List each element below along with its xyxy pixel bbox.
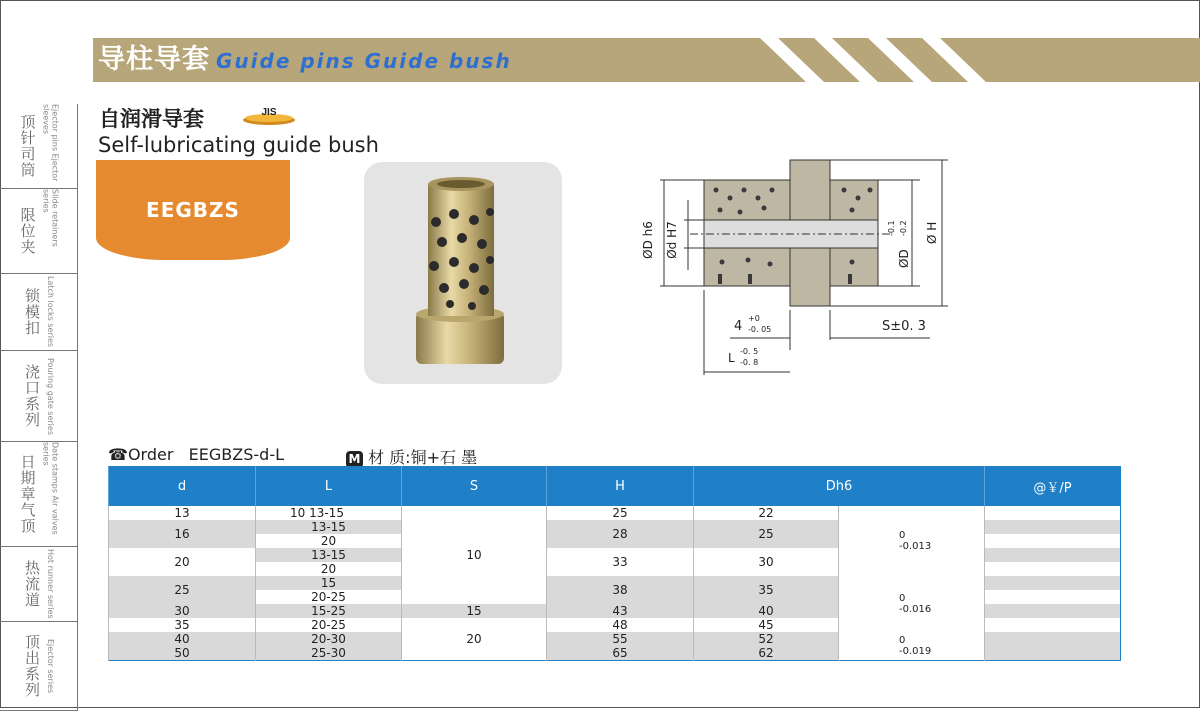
cell-S: 20 <box>402 618 547 661</box>
tol-bot: -0.019 <box>899 646 932 657</box>
dim-D: ØD <box>897 249 911 268</box>
cell-price <box>985 590 1121 604</box>
cell-L: 20-25 <box>256 590 402 604</box>
tol-top: 0 <box>899 593 906 604</box>
material-text: 材 质:铜+石 墨 <box>368 448 478 467</box>
sidebar-item-label: 顶针司筒 <box>18 114 37 178</box>
cell-L: 15-25 <box>256 604 402 618</box>
product-title-en: Self-lubricating guide bush <box>98 133 379 157</box>
cell-S: 10 <box>402 506 547 604</box>
material-badge-icon: M <box>346 451 363 468</box>
sidebar-item-label: 热流道 <box>23 560 41 608</box>
table-row <box>109 506 1121 520</box>
dim-S: S±0. 3 <box>882 319 926 334</box>
sidebar-item-sublabel: Ejector pins Ejector sleeves <box>41 104 60 182</box>
cell-L: 25-30 <box>256 646 402 661</box>
sidebar-item-sublabel: Hot runner series <box>46 549 55 619</box>
sidebar-item-sublabel: Slide retainers series <box>41 189 60 247</box>
header-price: @￥/P <box>985 467 1121 507</box>
cell-L: 20 <box>256 534 402 548</box>
cell-price <box>985 534 1121 548</box>
cell-price <box>985 548 1121 562</box>
dim-D-tol-top: -0.1 <box>887 220 896 236</box>
guide-bush-image <box>364 162 562 384</box>
product-title-cn: 自润滑导套 <box>99 107 204 131</box>
sidebar-item-sublabel: Pouring gate series <box>46 357 55 435</box>
cell-d: 13 <box>109 506 256 520</box>
cell-price <box>985 576 1121 590</box>
tol-bot: -0.016 <box>899 604 932 615</box>
cell-H: 55 <box>547 632 694 646</box>
page-title-en: Guide pins Guide bush <box>216 49 512 73</box>
product-photo <box>364 162 562 384</box>
cell-tol-2 <box>839 576 985 632</box>
cell-L: 13-15 <box>256 548 402 562</box>
cell-price <box>985 604 1121 618</box>
cell-S: 15 <box>402 604 547 618</box>
dim-L-tol-top: -0. 5 <box>740 347 759 356</box>
cell-d: 20 <box>109 548 256 576</box>
product-code: EEGBZS <box>146 198 240 222</box>
cell-H: 65 <box>547 646 694 661</box>
sidebar-item-ejector-pins[interactable] <box>0 104 78 189</box>
table-header-row <box>109 467 1121 507</box>
sidebar-item-label: 顶出系列 <box>23 634 41 698</box>
sidebar-item-latch-locks[interactable] <box>0 274 78 351</box>
cell-L: 20-30 <box>256 632 402 646</box>
cell-D: 52 <box>694 632 839 646</box>
order-code: EEGBZS-d-L <box>188 445 284 464</box>
tol-bot: -0.013 <box>899 541 932 552</box>
header-S: S <box>402 467 547 507</box>
category-sidebar <box>0 104 78 711</box>
cell-H: 48 <box>547 618 694 632</box>
cell-price <box>985 646 1121 661</box>
cell-L: 13-15 <box>256 520 402 534</box>
header-H: H <box>547 467 694 507</box>
jis-badge-icon <box>242 104 296 126</box>
header-stripes <box>760 38 1200 82</box>
sidebar-item-label: 浇口系列 <box>23 364 41 428</box>
cell-tol-3 <box>839 632 985 661</box>
dim-H: Ø H <box>925 221 939 244</box>
sidebar-item-label: 限位夹 <box>18 207 37 255</box>
sidebar-item-slide-retainers[interactable] <box>0 189 78 274</box>
sidebar-item-sublabel: Ejector series <box>46 638 55 694</box>
dim-D-tol-bot: -0.2 <box>899 220 908 236</box>
cell-price <box>985 618 1121 632</box>
page-title-cn: 导柱导套 <box>98 44 210 75</box>
cell-H: 33 <box>547 548 694 576</box>
cell-L: 20 <box>256 562 402 576</box>
cell-D: 25 <box>694 520 839 548</box>
cell-D: 30 <box>694 548 839 576</box>
sidebar-item-label: 日期章气顶 <box>18 454 37 534</box>
cell-L: 10 13-15 <box>256 506 402 520</box>
header-d: d <box>109 467 256 507</box>
cell-D: 45 <box>694 618 839 632</box>
cell-d: 40 <box>109 632 256 646</box>
spec-table <box>108 466 1121 661</box>
order-label: Order <box>127 445 174 464</box>
material-line <box>346 445 477 468</box>
cell-d: 35 <box>109 618 256 632</box>
cell-L: 15 <box>256 576 402 590</box>
page-title <box>98 42 512 78</box>
cell-d: 25 <box>109 576 256 604</box>
product-code-box <box>96 160 290 260</box>
cell-price <box>985 632 1121 646</box>
cell-price <box>985 506 1121 520</box>
dim-L-tol-bot: -0. 8 <box>740 358 759 367</box>
cell-tol-1 <box>839 506 985 576</box>
cell-H: 38 <box>547 576 694 604</box>
jis-badge-label: JIS <box>261 107 277 118</box>
cell-D: 62 <box>694 646 839 661</box>
cell-d: 16 <box>109 520 256 548</box>
cell-price <box>985 562 1121 576</box>
phone-icon: ☎ <box>108 445 128 464</box>
order-line <box>108 445 284 464</box>
cell-D: 35 <box>694 576 839 604</box>
cell-H: 25 <box>547 506 694 520</box>
cell-d: 30 <box>109 604 256 618</box>
sidebar-item-date-stamps[interactable] <box>0 442 78 547</box>
sidebar-item-hot-runner[interactable] <box>0 547 78 622</box>
dim-4-tol-top: +0 <box>748 314 760 323</box>
cell-d: 50 <box>109 646 256 661</box>
tol-top: 0 <box>899 635 906 646</box>
cell-H: 28 <box>547 520 694 548</box>
header-L: L <box>256 467 402 507</box>
table-row <box>109 576 1121 590</box>
cell-L: 20-25 <box>256 618 402 632</box>
tol-top: 0 <box>899 530 906 541</box>
sidebar-item-sublabel: Date stamps Air valves series <box>41 442 60 535</box>
dim-Dh6: ØD h6 <box>641 221 655 259</box>
dim-dH7: Ød H7 <box>665 221 679 259</box>
dim-L: L <box>728 351 735 365</box>
sidebar-item-ejector-series[interactable] <box>0 622 78 711</box>
sidebar-item-sublabel: Latch locks series <box>46 276 55 348</box>
cell-H: 43 <box>547 604 694 618</box>
header-Dh6: Dh6 <box>694 467 985 507</box>
sidebar-item-label: 锁模扣 <box>23 288 41 336</box>
cell-price <box>985 520 1121 534</box>
table-row <box>109 632 1121 646</box>
sidebar-item-pouring-gate[interactable] <box>0 351 78 442</box>
technical-drawing <box>630 150 960 380</box>
dim-4: 4 <box>734 319 743 334</box>
dim-4-tol-bot: -0. 05 <box>748 325 772 334</box>
cell-D: 22 <box>694 506 839 520</box>
cell-D: 40 <box>694 604 839 618</box>
